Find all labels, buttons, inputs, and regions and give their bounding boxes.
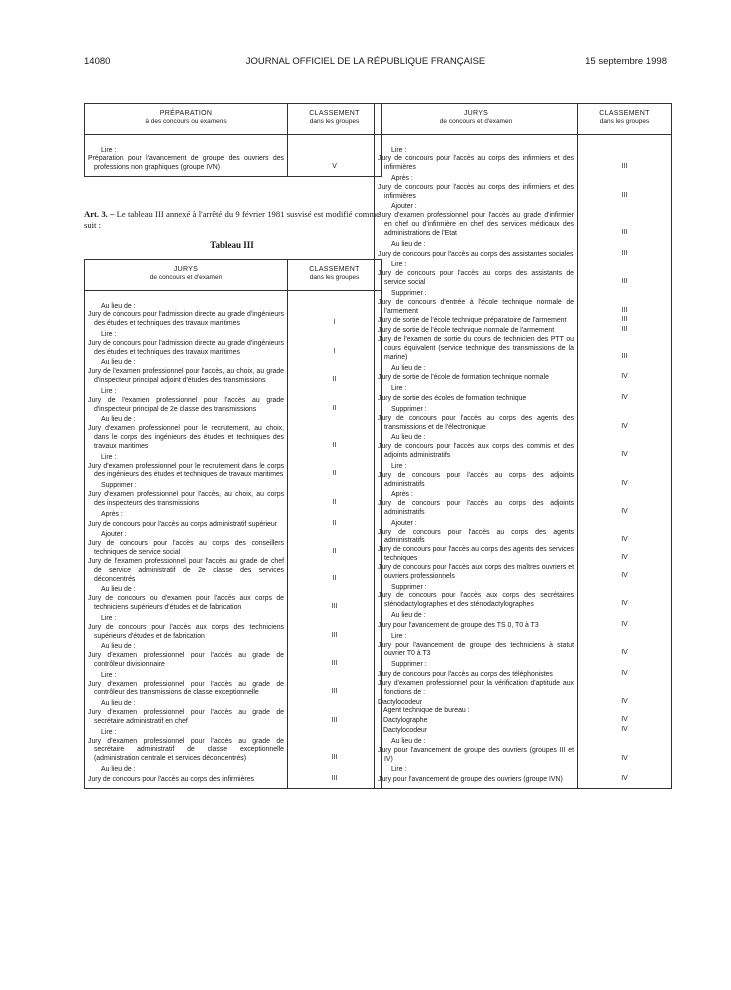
page-number: 14080 <box>84 56 111 67</box>
table-row <box>375 500 672 518</box>
amendment-label-row <box>375 764 672 775</box>
group-classification: III <box>621 191 628 199</box>
table-row <box>85 311 382 329</box>
jury-description: Jury de concours pour l'accès au corps des infirmières <box>85 775 288 785</box>
table-row <box>85 738 382 764</box>
article-3 <box>84 209 380 231</box>
group-classification: III <box>621 352 628 360</box>
amendment-label-row <box>85 357 382 368</box>
group-classification: IV <box>621 571 628 579</box>
group-classification: III <box>621 326 628 334</box>
group-classification <box>288 357 382 368</box>
amendment-label: Lire : <box>85 613 288 624</box>
group-classification: III <box>621 228 628 236</box>
amendment-label-row <box>85 452 382 463</box>
group-classification <box>578 707 672 716</box>
amendment-label: Au lieu de : <box>85 357 288 368</box>
amendment-label-row <box>375 404 672 415</box>
jury-description: Dactylocodeur <box>375 726 578 736</box>
jury-table-right-block <box>374 103 672 789</box>
amendment-label-row <box>375 201 672 212</box>
table-row <box>85 463 382 481</box>
amendment-label: Lire : <box>375 631 578 642</box>
article-label: Art. 3. – <box>84 209 115 219</box>
group-classification: IV <box>621 554 628 562</box>
group-classification: IV <box>621 697 628 705</box>
jury-description: Jury d'examen professionnel pour l'accès au grade de secrétaire administratif de classe exceptionnelle (administration centrale et services déconcentrés) <box>85 738 288 764</box>
group-classification: IV <box>621 536 628 544</box>
header-line: CLASSEMENT <box>309 110 360 117</box>
group-classification: II <box>332 548 337 556</box>
jury-table-left-body <box>85 290 382 788</box>
group-classification <box>578 610 672 621</box>
amendment-label-row <box>85 509 382 520</box>
amendment-label-row <box>85 641 382 652</box>
table-row <box>375 642 672 660</box>
table-row <box>375 155 672 173</box>
amendment-label-row <box>375 610 672 621</box>
group-classification: IV <box>621 670 628 678</box>
amendment-label: Au lieu de : <box>85 764 288 775</box>
group-classification <box>578 631 672 642</box>
jury-table-right-body <box>375 134 672 788</box>
table-row <box>375 184 672 202</box>
jury-description: Jury d'examen professionnel pour l'accès au grade de contrôleur divisionnaire <box>85 652 288 670</box>
table-row <box>375 529 672 547</box>
amendment-label-row <box>375 432 672 443</box>
table-row <box>85 155 382 173</box>
jury-description: Jury d'examen professionnel pour l'accès, au choix, au corps des inspecteurs des transmissions <box>85 491 288 509</box>
amendment-label: Supprimer : <box>375 659 578 670</box>
jury-description: Jury de concours pour l'accès au corps des agents des transmissions et de l'électronique <box>375 415 578 433</box>
amendment-label-row <box>375 582 672 593</box>
group-classification: V <box>332 163 337 171</box>
group-classification: III <box>621 306 628 314</box>
header-line: de concours et d'examen <box>149 274 223 282</box>
amendment-label: Après : <box>375 173 578 184</box>
jury-description: Jury de concours pour l'admission directe au grade d'ingénieurs des études et techniques des travaux maritimes <box>85 340 288 358</box>
jury-description: Jury de concours pour l'accès au corps des assistantes sociales <box>375 250 578 260</box>
table-row <box>375 212 672 238</box>
group-classification <box>578 736 672 747</box>
amendment-label-row <box>85 386 382 397</box>
header-line: JURYS <box>463 110 489 117</box>
amendment-label-row <box>375 288 672 299</box>
table-row <box>375 592 672 610</box>
jury-description: Préparation pour l'avancement de groupe des ouvriers des professions non graphiques (groupe IVN) <box>85 155 288 173</box>
group-classification <box>578 659 672 670</box>
jury-description: Jury de concours pour l'accès au corps des infirmiers et des infirmières <box>375 184 578 202</box>
header-line: dans les groupes <box>309 274 360 282</box>
jury-description: Jury d'examen professionnel pour l'accès au grade d'infirmier en chef ou d'infirmière en chef des services médicaux des administrations de l'Etat <box>375 212 578 238</box>
group-classification: II <box>332 498 337 506</box>
jury-description: Jury de concours pour l'accès aux corps des maîtres ouvriers et ouvriers professionnels <box>375 564 578 582</box>
group-classification <box>288 386 382 397</box>
jury-description: Jury de concours pour l'accès au corps des adjoints administratifs <box>375 472 578 490</box>
jury-table-right <box>374 103 672 789</box>
jury-description: Jury d'examen professionnel pour le recrutement dans le corps des ingénieurs des études et techniques de travaux maritimes <box>85 463 288 481</box>
group-classification <box>288 145 382 156</box>
amendment-label: Ajouter : <box>85 529 288 540</box>
group-classification <box>578 461 672 472</box>
group-classification: II <box>332 441 337 449</box>
group-classification <box>288 529 382 540</box>
jury-description: Jury de concours pour l'accès au corps des adjoints administratifs <box>375 500 578 518</box>
amendment-label: Lire : <box>85 386 288 397</box>
amendment-label: Après : <box>85 509 288 520</box>
jury-description: Jury pour l'avancement de groupe des TS 0, T0 à T3 <box>375 621 578 631</box>
amendment-label-row <box>85 480 382 491</box>
group-classification <box>288 329 382 340</box>
amendment-label: Supprimer : <box>375 582 578 593</box>
group-classification <box>288 698 382 709</box>
table-row <box>375 326 672 336</box>
group-classification <box>578 201 672 212</box>
header-line: dans les groupes <box>599 118 650 126</box>
amendment-label: Lire : <box>375 259 578 270</box>
group-classification: III <box>331 603 338 611</box>
group-classification <box>578 764 672 775</box>
group-classification <box>578 259 672 270</box>
amendment-label-row <box>85 698 382 709</box>
amendment-label: Lire : <box>85 145 288 156</box>
group-classification <box>288 584 382 595</box>
group-classification: III <box>331 716 338 724</box>
group-classification: III <box>331 631 338 639</box>
table-row <box>375 316 672 326</box>
amendment-label: Ajouter : <box>375 518 578 529</box>
group-classification: IV <box>621 422 628 430</box>
group-classification <box>288 727 382 738</box>
amendment-label-row <box>375 489 672 500</box>
jury-description: Jury d'examen professionnel pour l'accès au grade de contrôleur des transmissions de classe exceptionnelle <box>85 681 288 699</box>
group-classification <box>288 414 382 425</box>
table-row <box>85 775 382 785</box>
preparation-table-block <box>84 103 382 177</box>
classement-header <box>288 104 382 135</box>
jury-description: Dactylographe <box>375 716 578 726</box>
table-row <box>85 520 382 530</box>
group-classification: III <box>621 249 628 257</box>
group-classification <box>578 363 672 374</box>
table-row <box>85 595 382 613</box>
amendment-label-row <box>85 764 382 775</box>
jury-description: Jury de sortie de l'école de formation technique normale <box>375 373 578 383</box>
group-classification: II <box>332 376 337 384</box>
jury-description: Agent technique de bureau : <box>375 707 578 716</box>
jury-description: Jury pour l'avancement de groupe des ouvriers (groupe IVN) <box>375 775 578 785</box>
table-row <box>375 299 672 317</box>
preparation-table <box>84 103 382 177</box>
jury-description: Jury de l'examen professionnel pour l'accès au grade de chef de service administratif de 2e classe des services déconcentrés <box>85 558 288 584</box>
table-row <box>85 540 382 558</box>
amendment-label-row <box>375 518 672 529</box>
amendment-label: Supprimer : <box>85 480 288 491</box>
jurys-header <box>85 260 288 291</box>
table-row <box>375 373 672 383</box>
amendment-label: Supprimer : <box>375 404 578 415</box>
jury-description: Jury pour l'avancement de groupe des ouvriers (groupes III et IV) <box>375 747 578 765</box>
jury-description: Dactylocodeur <box>375 698 578 708</box>
amendment-label: Au lieu de : <box>85 301 288 312</box>
jury-description: Jury de concours pour l'accès au corps des téléphonistes <box>375 670 578 680</box>
amendment-label-row <box>375 363 672 374</box>
amendment-label-row <box>85 584 382 595</box>
jury-description: Jury de concours pour l'accès au corps des agents administratifs <box>375 529 578 547</box>
amendment-label: Lire : <box>85 670 288 681</box>
group-classification <box>288 509 382 520</box>
article-text: Le tableau III annexé à l'arrêté du 9 février 1981 susvisé est modifié comme suit : <box>84 209 380 231</box>
group-classification: I <box>333 347 336 355</box>
amendment-label-row <box>375 631 672 642</box>
journal-title: JOURNAL OFFICIEL DE LA RÉPUBLIQUE FRANÇAISE <box>245 56 486 67</box>
amendment-label: Lire : <box>85 329 288 340</box>
group-classification <box>578 404 672 415</box>
group-classification: IV <box>621 754 628 762</box>
publication-date: 15 septembre 1998 <box>585 56 667 67</box>
group-classification: IV <box>621 479 628 487</box>
table-row <box>375 670 672 680</box>
jury-description: Jury d'examen professionnel pour l'accès au grade de secrétaire administratif en chef <box>85 709 288 727</box>
preparation-header <box>85 104 288 135</box>
group-classification: III <box>331 754 338 762</box>
table-row <box>85 652 382 670</box>
amendment-label-row <box>85 414 382 425</box>
amendment-label: Au lieu de : <box>375 432 578 443</box>
group-classification: IV <box>621 726 628 734</box>
jury-description: Jury de concours pour l'accès aux corps des techniciens supérieurs d'études et de fabrication <box>85 624 288 642</box>
group-classification: III <box>331 688 338 696</box>
jury-description: Jury de sortie de l'école technique normale de l'armement <box>375 326 578 336</box>
table-row <box>85 624 382 642</box>
group-classification <box>578 288 672 299</box>
amendment-label-row <box>375 145 672 156</box>
table-row <box>375 270 672 288</box>
table-row <box>85 491 382 509</box>
group-classification <box>578 383 672 394</box>
header-line: PRÉPARATION <box>159 110 213 117</box>
table-row <box>85 425 382 451</box>
group-classification: III <box>621 278 628 286</box>
table-row <box>375 472 672 490</box>
amendment-label: Au lieu de : <box>85 641 288 652</box>
amendment-label-row <box>85 529 382 540</box>
jury-description: Jury de concours d'entrée à l'école technique normale de l'armement <box>375 299 578 317</box>
jury-description: Jury de sortie des écoles de formation technique <box>375 394 578 404</box>
table-row <box>375 621 672 631</box>
amendment-label: Au lieu de : <box>85 584 288 595</box>
group-classification: III <box>621 316 628 324</box>
amendment-label-row <box>85 301 382 312</box>
table-row <box>85 397 382 415</box>
group-classification: II <box>332 470 337 478</box>
amendment-label-row <box>85 613 382 624</box>
amendment-label-row <box>85 329 382 340</box>
group-classification <box>288 764 382 775</box>
amendment-label-row <box>375 239 672 250</box>
amendment-label-row <box>375 383 672 394</box>
amendment-label: Au lieu de : <box>375 610 578 621</box>
group-classification: IV <box>621 507 628 515</box>
group-classification <box>288 452 382 463</box>
jury-description: Jury de concours pour l'accès aux corps des secrétaires sténodactylographes et des sténodactylographes <box>375 592 578 610</box>
group-classification <box>288 670 382 681</box>
group-classification: IV <box>621 716 628 724</box>
group-classification <box>578 489 672 500</box>
amendment-label-row <box>375 461 672 472</box>
amendment-label-row <box>85 145 382 156</box>
table-row <box>375 698 672 708</box>
jurys-header <box>375 104 578 135</box>
amendment-label: Lire : <box>375 383 578 394</box>
jury-table-left-block <box>84 259 382 789</box>
amendment-label: Ajouter : <box>375 201 578 212</box>
amendment-label: Lire : <box>375 461 578 472</box>
header-line: CLASSEMENT <box>599 110 650 117</box>
group-classification: II <box>332 574 337 582</box>
table-row <box>375 716 672 726</box>
amendment-label: Au lieu de : <box>375 736 578 747</box>
group-classification: IV <box>621 649 628 657</box>
group-classification: I <box>333 319 336 327</box>
jury-description: Jury d'examen professionnel pour la vérification d'aptitude aux fonctions de : <box>375 680 578 698</box>
group-classification: III <box>331 659 338 667</box>
group-classification: IV <box>621 775 628 783</box>
group-classification <box>578 582 672 593</box>
group-classification <box>288 613 382 624</box>
jury-description: Jury de l'examen de sortie du cours de technicien des PTT ou cours équivalent (service technique des transmissions de la marine) <box>375 336 578 362</box>
table-row <box>85 681 382 699</box>
table-row <box>375 394 672 404</box>
table-row <box>375 336 672 362</box>
jury-description: Jury de sortie de l'école technique préparatoire de l'armement <box>375 316 578 326</box>
jury-description: Jury de l'examen professionnel pour l'accès au grade d'inspecteur principal de 2e classe des transmissions <box>85 397 288 415</box>
amendment-label-row <box>85 727 382 738</box>
amendment-label: Lire : <box>85 727 288 738</box>
table-row <box>85 709 382 727</box>
header-line: de concours et d'examen <box>439 118 513 126</box>
table-row <box>375 415 672 433</box>
amendment-label: Au lieu de : <box>85 698 288 709</box>
table-row <box>375 443 672 461</box>
header-line: à des concours ou examens <box>145 118 227 126</box>
classement-header <box>288 260 382 291</box>
group-classification <box>578 173 672 184</box>
group-classification <box>578 432 672 443</box>
amendment-label: Au lieu de : <box>375 363 578 374</box>
jury-description: Jury de l'examen professionnel pour l'accès, au choix, au grade d'inspecteur principal adjoint d'études des transmissions <box>85 368 288 386</box>
group-classification: IV <box>621 600 628 608</box>
group-classification: IV <box>621 394 628 402</box>
header-line: dans les groupes <box>309 118 360 126</box>
table-row <box>375 546 672 564</box>
jury-table-left <box>84 259 382 789</box>
amendment-label-row <box>375 707 672 716</box>
amendment-label-row <box>375 259 672 270</box>
group-classification: IV <box>621 620 628 628</box>
classement-header <box>578 104 672 135</box>
table-row <box>375 250 672 260</box>
group-classification <box>288 480 382 491</box>
group-classification <box>578 680 672 698</box>
table-row <box>375 747 672 765</box>
group-classification: IV <box>621 373 628 381</box>
table-row <box>375 680 672 698</box>
table-row <box>375 564 672 582</box>
jury-description: Jury de concours pour l'accès au corps des infirmiers et des infirmières <box>375 155 578 173</box>
amendment-label-row <box>375 173 672 184</box>
table-title: Tableau III <box>210 240 254 250</box>
table-row <box>85 368 382 386</box>
group-classification <box>288 641 382 652</box>
amendment-label: Supprimer : <box>375 288 578 299</box>
group-classification: II <box>332 404 337 412</box>
jury-description: Jury de concours ou d'examen pour l'accès aux corps de techniciens supérieurs d'études et de fabrication <box>85 595 288 613</box>
group-classification <box>288 301 382 312</box>
amendment-label: Lire : <box>375 145 578 156</box>
table-row <box>85 558 382 584</box>
amendment-label: Après : <box>375 489 578 500</box>
amendment-label: Au lieu de : <box>375 239 578 250</box>
jury-description: Jury de concours pour l'accès aux corps des commis et des adjoints administratifs <box>375 443 578 461</box>
group-classification: III <box>331 774 338 782</box>
header-line: CLASSEMENT <box>309 266 360 273</box>
amendment-label: Lire : <box>375 764 578 775</box>
jury-description: Jury de concours pour l'accès au corps des agents des services techniques <box>375 546 578 564</box>
preparation-table-body <box>85 134 382 176</box>
header-line: JURYS <box>173 266 199 273</box>
jury-description: Jury de concours pour l'accès au corps administratif supérieur <box>85 520 288 530</box>
jury-description: Jury de concours pour l'admission directe au grade d'ingénieurs des études et techniques des travaux maritimes <box>85 311 288 329</box>
amendment-label: Lire : <box>85 452 288 463</box>
group-classification: IV <box>621 451 628 459</box>
amendment-label-row <box>85 670 382 681</box>
amendment-label-row <box>375 659 672 670</box>
group-classification: III <box>621 163 628 171</box>
amendment-label-row <box>375 736 672 747</box>
group-classification: II <box>332 519 337 527</box>
table-row <box>85 340 382 358</box>
group-classification <box>578 145 672 156</box>
jury-description: Jury pour l'avancement de groupe des techniciens à statut ouvrier T0 à T3 <box>375 642 578 660</box>
table-row <box>375 775 672 785</box>
group-classification <box>578 239 672 250</box>
jury-description: Jury de concours pour l'accès au corps des conseillers techniques de service social <box>85 540 288 558</box>
amendment-label: Au lieu de : <box>85 414 288 425</box>
table-row <box>375 726 672 736</box>
jury-description: Jury d'examen professionnel pour le recrutement, au choix, dans le corps des ingénieurs des études et techniques des travaux maritimes <box>85 425 288 451</box>
jury-description: Jury de concours pour l'accès au corps des assistants de service social <box>375 270 578 288</box>
group-classification <box>578 518 672 529</box>
